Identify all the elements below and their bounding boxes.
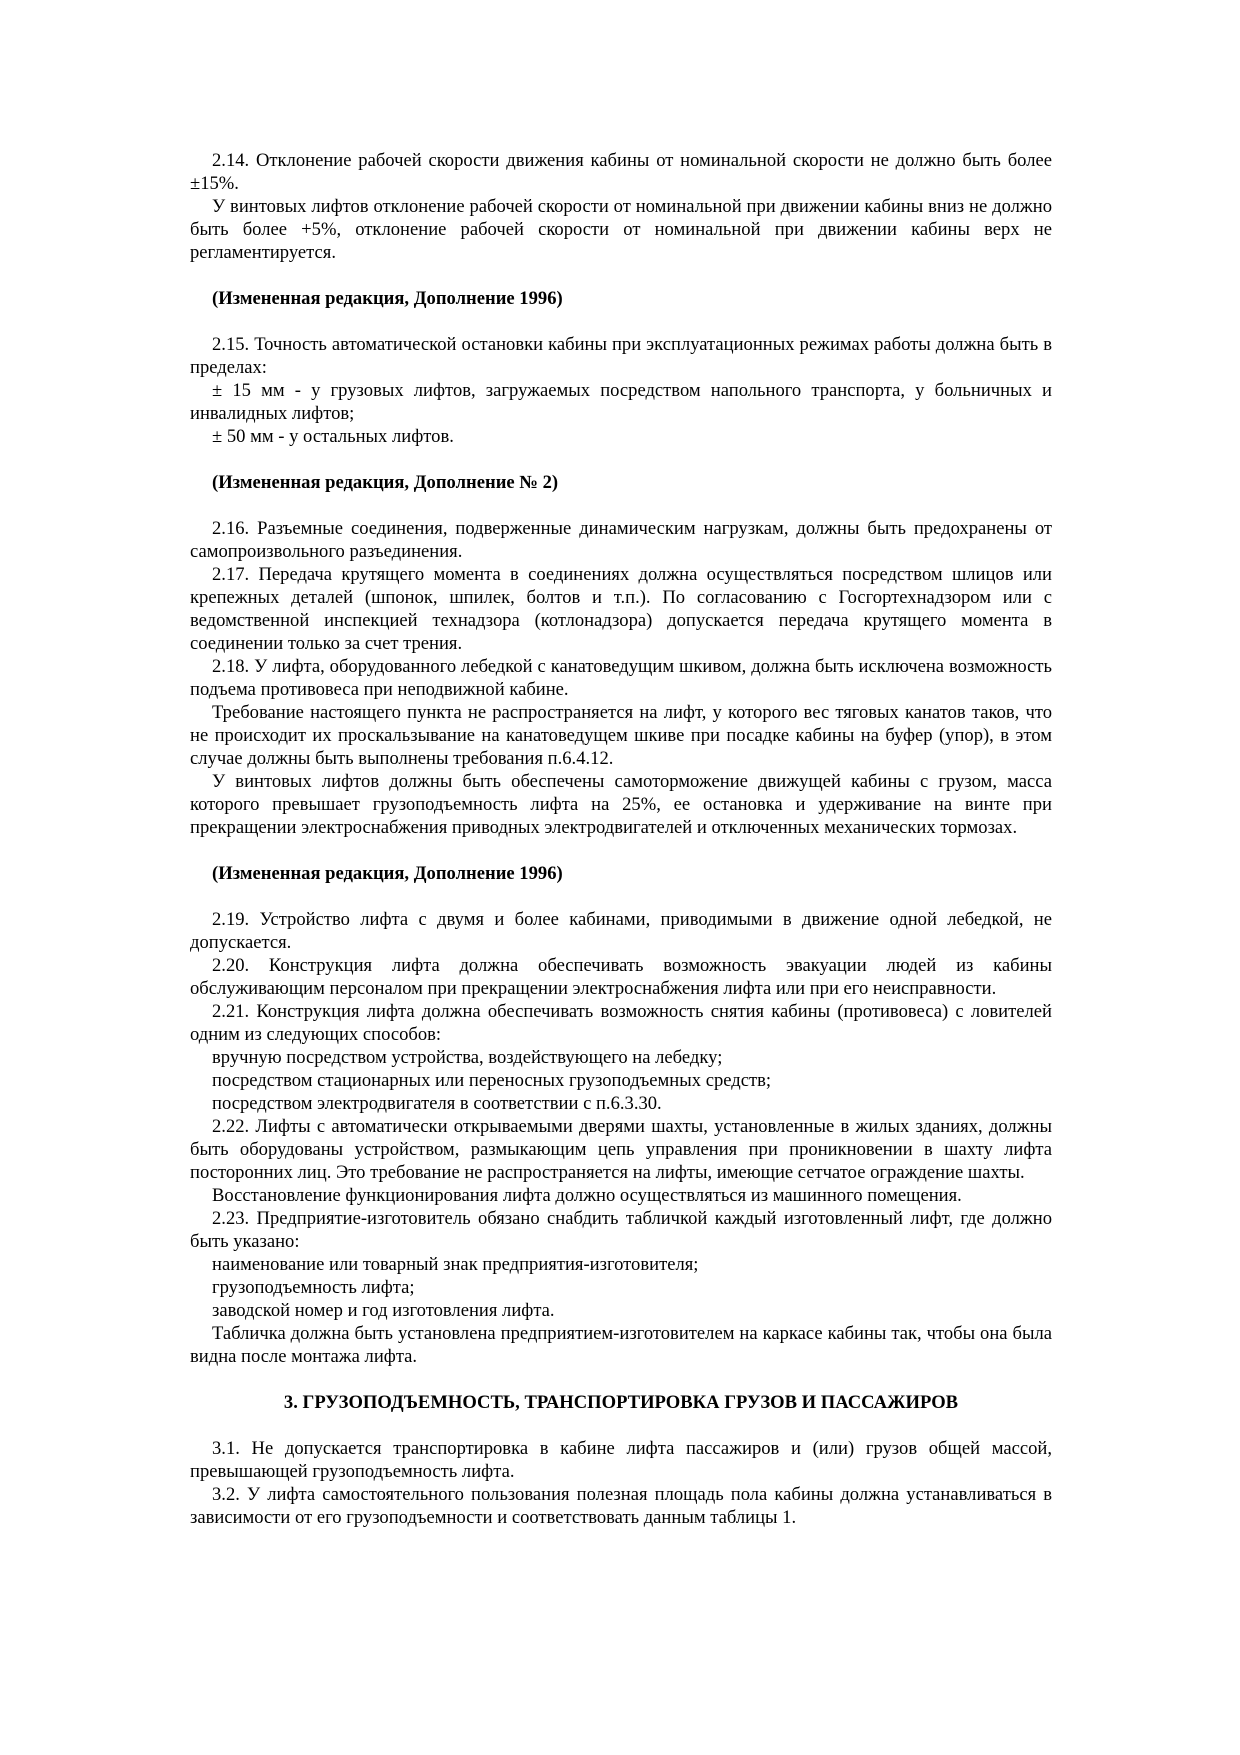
section-3-heading: 3. ГРУЗОПОДЪЕМНОСТЬ, ТРАНСПОРТИРОВКА ГРУЗОВ И ПАССАЖИРОВ	[283, 1392, 959, 1413]
spacer	[190, 310, 1052, 333]
spacer	[190, 264, 1052, 287]
paragraph-2-22-restore: Восстановление функционирования лифта должно осуществляться из машинного помещения.	[212, 1185, 962, 1206]
list-item: посредством стационарных или переносных грузоподъемных средств;	[212, 1070, 772, 1091]
paragraph-2-17: 2.17. Передача крутящего момента в соединениях должна осуществляться посредством шлицов или крепежных деталей (шпонок, шпилек, болтов и т.п.). По согласованию с Госгортехнадзором или с ведомственной инспекцией технадзора (котлонадзора) допускается передача крутящего момента в соединении только за счет трения.	[190, 564, 1052, 654]
paragraph-2-18: 2.18. У лифта, оборудованного лебедкой с канатоведущим шкивом, должна быть исключена возможность подъема противовеса при неподвижной кабине.	[190, 656, 1052, 700]
list-item: вручную посредством устройства, воздействующего на лебедку;	[212, 1047, 723, 1068]
paragraph-2-15-tolerance-50: ± 50 мм - у остальных лифтов.	[212, 426, 454, 447]
paragraph-2-18-screw-lifts: У винтовых лифтов должны быть обеспечены самоторможение движущей кабины с грузом, масса которого превышает грузоподъемность лифта на 25%, ее остановка и удерживание на винте при прекращении электроснабжения приводных электродвигателей и отключенных механических тормозах.	[190, 771, 1052, 838]
paragraph-2-16: 2.16. Разъемные соединения, подверженные динамическим нагрузкам, должны быть предохранены от самопроизвольного разъединения.	[190, 518, 1052, 562]
paragraph-3-2: 3.2. У лифта самостоятельного пользования полезная площадь пола кабины должна устанавливаться в зависимости от его грузоподъемности и соответствовать данным таблицы 1.	[190, 1484, 1052, 1528]
list-item: заводской номер и год изготовления лифта.	[212, 1300, 555, 1321]
document-page	[190, 149, 1052, 1529]
paragraph-2-23-plate: Табличка должна быть установлена предприятием-изготовителем на каркасе кабины так, чтобы она была видна после монтажа лифта.	[190, 1323, 1052, 1367]
paragraph-2-15: 2.15. Точность автоматической остановки кабины при эксплуатационных режимах работы должна быть в пределах:	[190, 334, 1052, 378]
amendment-note: (Измененная редакция, Дополнение № 2)	[212, 472, 559, 493]
paragraph-2-18-requirement: Требование настоящего пункта не распространяется на лифт, у которого вес тяговых канатов таков, что не происходит их проскальзывание на канатоведущем шкиве при посадке кабины на буфер (упор), в этом случае должны быть выполнены требования п.6.4.12.	[190, 702, 1052, 769]
paragraph-2-14-screw-lifts: У винтовых лифтов отклонение рабочей скорости от номинальной при движении кабины вниз не должно быть более +5%, отклонение рабочей скорости от номинальной при движении кабины верх не регламентируется.	[190, 196, 1052, 263]
amendment-note: (Измененная редакция, Дополнение 1996)	[212, 288, 563, 309]
paragraph-2-20: 2.20. Конструкция лифта должна обеспечивать возможность эвакуации людей из кабины обслуживающим персоналом при прекращении электроснабжения лифта или при его неисправности.	[190, 955, 1052, 999]
spacer	[190, 1414, 1052, 1437]
spacer	[190, 885, 1052, 908]
paragraph-2-21: 2.21. Конструкция лифта должна обеспечивать возможность снятия кабины (противовеса) с ловителей одним из следующих способов:	[190, 1001, 1052, 1045]
paragraph-2-14: 2.14. Отклонение рабочей скорости движения кабины от номинальной скорости не должно быть более ±15%.	[190, 150, 1052, 194]
spacer	[190, 839, 1052, 862]
amendment-note: (Измененная редакция, Дополнение 1996)	[212, 863, 563, 884]
list-item: посредством электродвигателя в соответствии с п.6.3.30.	[212, 1093, 662, 1114]
spacer	[190, 494, 1052, 517]
spacer	[190, 1368, 1052, 1391]
paragraph-2-19: 2.19. Устройство лифта с двумя и более кабинами, приводимыми в движение одной лебедкой, не допускается.	[190, 909, 1052, 953]
paragraph-2-22: 2.22. Лифты с автоматически открываемыми дверями шахты, установленные в жилых зданиях, должны быть оборудованы устройством, размыкающим цепь управления при проникновении в шахту лифта посторонних лиц. Это требование не распространяется на лифты, имеющие сетчатое ограждение шахты.	[190, 1116, 1052, 1183]
list-item: наименование или товарный знак предприятия-изготовителя;	[212, 1254, 699, 1275]
spacer	[190, 448, 1052, 471]
list-item: грузоподъемность лифта;	[212, 1277, 415, 1298]
paragraph-2-23: 2.23. Предприятие-изготовитель обязано снабдить табличкой каждый изготовленный лифт, где должно быть указано:	[190, 1208, 1052, 1252]
paragraph-2-15-tolerance-15: ± 15 мм - у грузовых лифтов, загружаемых посредством напольного транспорта, у больничных и инвалидных лифтов;	[190, 380, 1052, 424]
paragraph-3-1: 3.1. Не допускается транспортировка в кабине лифта пассажиров и (или) грузов общей массой, превышающей грузоподъемность лифта.	[190, 1438, 1052, 1482]
